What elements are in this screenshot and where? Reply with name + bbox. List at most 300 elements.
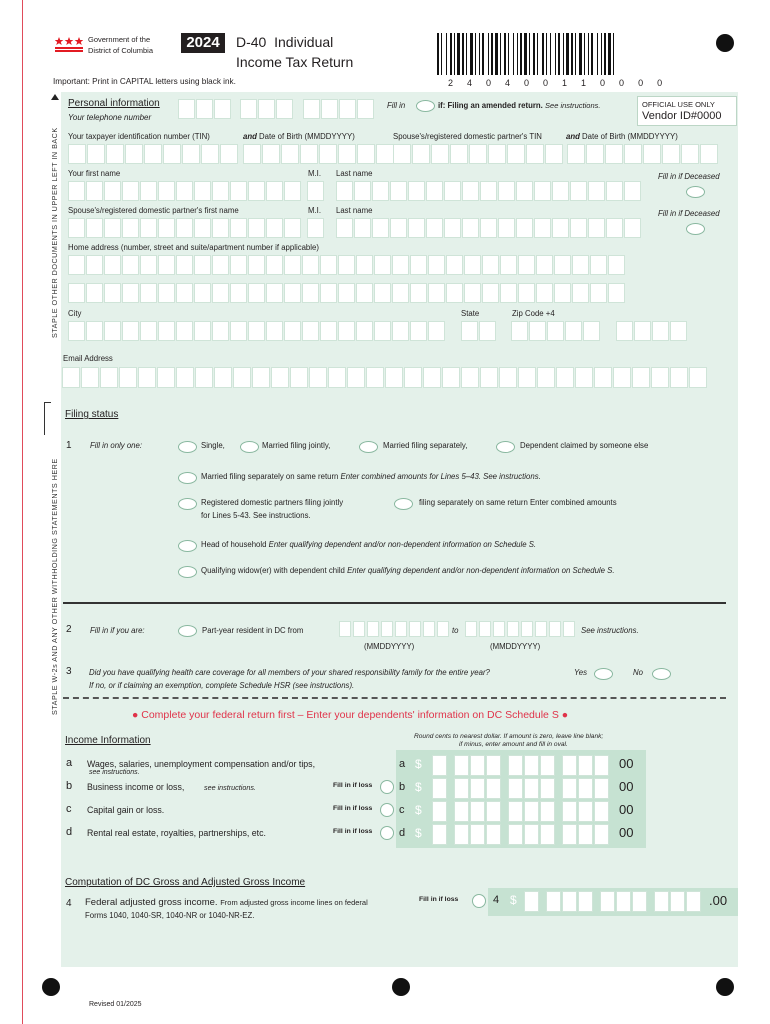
state-box[interactable] [479, 321, 496, 341]
address-box[interactable] [374, 283, 391, 303]
amount-digit-box[interactable] [486, 824, 501, 845]
zip-box[interactable] [547, 321, 564, 341]
first-name-box[interactable] [86, 181, 103, 201]
spouse-first-box[interactable] [68, 218, 85, 238]
spouse-dob-digit-box[interactable] [586, 144, 604, 164]
tin-digit-box[interactable] [201, 144, 219, 164]
city-box[interactable] [230, 321, 247, 341]
address-box[interactable] [392, 255, 409, 275]
city-box[interactable] [320, 321, 337, 341]
address-box[interactable] [104, 255, 121, 275]
amount-digit-box[interactable] [594, 824, 609, 845]
spouse-tin-digit-box[interactable] [526, 144, 544, 164]
address-box[interactable] [230, 283, 247, 303]
spouse-first-box[interactable] [194, 218, 211, 238]
amount-digit-box[interactable] [486, 755, 501, 776]
last-name-box[interactable] [534, 181, 551, 201]
amount-digit-box[interactable] [562, 824, 577, 845]
address-box[interactable] [320, 255, 337, 275]
email-char-box[interactable] [62, 367, 80, 388]
email-char-box[interactable] [290, 367, 308, 388]
to-date-digit[interactable] [535, 621, 547, 637]
spouse-tin-digit-box[interactable] [507, 144, 525, 164]
amended-oval[interactable] [416, 100, 435, 112]
zip4-box[interactable] [616, 321, 633, 341]
city-box[interactable] [194, 321, 211, 341]
email-char-box[interactable] [499, 367, 517, 388]
spouse-tin-digit-box[interactable] [393, 144, 411, 164]
first-name-box[interactable] [212, 181, 229, 201]
city-box[interactable] [86, 321, 103, 341]
amount-digit-box[interactable] [594, 801, 609, 822]
spouse-last-box[interactable] [606, 218, 623, 238]
last-name-box[interactable] [462, 181, 479, 201]
address-box[interactable] [140, 255, 157, 275]
last-name-box[interactable] [444, 181, 461, 201]
spouse-first-box[interactable] [284, 218, 301, 238]
phone-digit-box[interactable] [357, 99, 374, 119]
spouse-tin-digit-box[interactable] [488, 144, 506, 164]
spouse-last-box[interactable] [480, 218, 497, 238]
part-year-oval[interactable] [178, 625, 197, 637]
hoh-oval[interactable] [178, 540, 197, 552]
address-box[interactable] [302, 255, 319, 275]
dob-digit-box[interactable] [281, 144, 299, 164]
zip4-box[interactable] [634, 321, 651, 341]
spouse-dob-digit-box[interactable] [643, 144, 661, 164]
zip-box[interactable] [565, 321, 582, 341]
email-char-box[interactable] [689, 367, 707, 388]
address-box[interactable] [608, 283, 625, 303]
city-box[interactable] [212, 321, 229, 341]
address-box[interactable] [392, 283, 409, 303]
to-date-digit[interactable] [563, 621, 575, 637]
dob-digit-box[interactable] [338, 144, 356, 164]
spouse-dob-digit-box[interactable] [681, 144, 699, 164]
email-char-box[interactable] [537, 367, 555, 388]
amount-digit-box[interactable] [524, 801, 539, 822]
spouse-first-box[interactable] [266, 218, 283, 238]
line4-digit-box[interactable] [578, 891, 593, 912]
email-char-box[interactable] [423, 367, 441, 388]
email-char-box[interactable] [480, 367, 498, 388]
loss-oval[interactable] [380, 780, 394, 794]
email-char-box[interactable] [271, 367, 289, 388]
address-box[interactable] [122, 255, 139, 275]
city-box[interactable] [248, 321, 265, 341]
last-name-box[interactable] [372, 181, 389, 201]
email-char-box[interactable] [233, 367, 251, 388]
amount-digit-box[interactable] [508, 755, 523, 776]
address-box[interactable] [428, 283, 445, 303]
address-box[interactable] [608, 255, 625, 275]
spouse-first-box[interactable] [86, 218, 103, 238]
email-char-box[interactable] [613, 367, 631, 388]
to-date-digit[interactable] [507, 621, 519, 637]
line4-digit-box[interactable] [654, 891, 669, 912]
spouse-last-box[interactable] [336, 218, 353, 238]
from-date-digit[interactable] [423, 621, 435, 637]
from-date-digit[interactable] [395, 621, 407, 637]
last-name-box[interactable] [624, 181, 641, 201]
to-date-digit[interactable] [465, 621, 477, 637]
email-char-box[interactable] [404, 367, 422, 388]
last-name-box[interactable] [588, 181, 605, 201]
phone-digit-box[interactable] [258, 99, 275, 119]
address-box[interactable] [194, 283, 211, 303]
address-box[interactable] [518, 283, 535, 303]
city-box[interactable] [338, 321, 355, 341]
address-box[interactable] [554, 255, 571, 275]
email-char-box[interactable] [100, 367, 118, 388]
amount-digit-box[interactable] [470, 801, 485, 822]
first-name-box[interactable] [104, 181, 121, 201]
spouse-tin-digit-box[interactable] [412, 144, 430, 164]
from-date-digit[interactable] [437, 621, 449, 637]
email-char-box[interactable] [214, 367, 232, 388]
city-box[interactable] [374, 321, 391, 341]
from-date-digit[interactable] [409, 621, 421, 637]
spouse-deceased-oval[interactable] [686, 223, 705, 235]
amount-digit-box[interactable] [454, 801, 469, 822]
rdp-jointly-oval[interactable] [178, 498, 197, 510]
tin-digit-box[interactable] [106, 144, 124, 164]
first-name-box[interactable] [248, 181, 265, 201]
amount-digit-box[interactable] [540, 801, 555, 822]
amount-digit-box[interactable] [432, 778, 447, 799]
spouse-last-box[interactable] [498, 218, 515, 238]
city-box[interactable] [68, 321, 85, 341]
spouse-last-box[interactable] [408, 218, 425, 238]
address-box[interactable] [266, 283, 283, 303]
spouse-first-box[interactable] [158, 218, 175, 238]
address-box[interactable] [266, 255, 283, 275]
address-box[interactable] [590, 283, 607, 303]
amount-digit-box[interactable] [524, 778, 539, 799]
address-box[interactable] [482, 283, 499, 303]
address-box[interactable] [212, 283, 229, 303]
address-box[interactable] [518, 255, 535, 275]
address-box[interactable] [158, 283, 175, 303]
address-box[interactable] [230, 255, 247, 275]
spouse-last-box[interactable] [588, 218, 605, 238]
address-box[interactable] [464, 283, 481, 303]
spouse-first-box[interactable] [140, 218, 157, 238]
dob-digit-box[interactable] [262, 144, 280, 164]
amount-digit-box[interactable] [470, 824, 485, 845]
city-box[interactable] [392, 321, 409, 341]
qw-oval[interactable] [178, 566, 197, 578]
line4-digit-box[interactable] [632, 891, 647, 912]
email-char-box[interactable] [632, 367, 650, 388]
address-box[interactable] [194, 255, 211, 275]
email-char-box[interactable] [518, 367, 536, 388]
amount-digit-box[interactable] [578, 755, 593, 776]
tin-digit-box[interactable] [87, 144, 105, 164]
from-date-digit[interactable] [353, 621, 365, 637]
rdp-separately-oval[interactable] [394, 498, 413, 510]
coverage-yes-oval[interactable] [594, 668, 613, 680]
address-box[interactable] [320, 283, 337, 303]
amount-digit-box[interactable] [578, 824, 593, 845]
last-name-box[interactable] [498, 181, 515, 201]
address-box[interactable] [176, 283, 193, 303]
amount-digit-box[interactable] [486, 778, 501, 799]
email-char-box[interactable] [157, 367, 175, 388]
tin-digit-box[interactable] [220, 144, 238, 164]
email-char-box[interactable] [651, 367, 669, 388]
spouse-dob-digit-box[interactable] [624, 144, 642, 164]
first-name-box[interactable] [122, 181, 139, 201]
city-box[interactable] [266, 321, 283, 341]
address-box[interactable] [428, 255, 445, 275]
address-box[interactable] [140, 283, 157, 303]
spouse-last-box[interactable] [426, 218, 443, 238]
line4-digit-box[interactable] [670, 891, 685, 912]
spouse-last-box[interactable] [354, 218, 371, 238]
tin-digit-box[interactable] [125, 144, 143, 164]
address-box[interactable] [374, 255, 391, 275]
address-box[interactable] [536, 255, 553, 275]
city-box[interactable] [302, 321, 319, 341]
spouse-last-box[interactable] [534, 218, 551, 238]
address-box[interactable] [104, 283, 121, 303]
spouse-first-box[interactable] [212, 218, 229, 238]
mfs-same-oval[interactable] [178, 472, 197, 484]
mi-box[interactable] [307, 181, 324, 201]
address-box[interactable] [338, 255, 355, 275]
to-date-digit[interactable] [549, 621, 561, 637]
address-box[interactable] [446, 283, 463, 303]
email-char-box[interactable] [309, 367, 327, 388]
to-date-digit[interactable] [521, 621, 533, 637]
first-name-box[interactable] [140, 181, 157, 201]
email-char-box[interactable] [366, 367, 384, 388]
email-char-box[interactable] [328, 367, 346, 388]
spouse-tin-digit-box[interactable] [469, 144, 487, 164]
amount-digit-box[interactable] [562, 755, 577, 776]
amount-digit-box[interactable] [508, 801, 523, 822]
address-box[interactable] [302, 283, 319, 303]
last-name-box[interactable] [426, 181, 443, 201]
spouse-last-box[interactable] [444, 218, 461, 238]
amount-digit-box[interactable] [578, 801, 593, 822]
address-box[interactable] [86, 255, 103, 275]
amount-digit-box[interactable] [470, 755, 485, 776]
spouse-dob-digit-box[interactable] [700, 144, 718, 164]
last-name-box[interactable] [408, 181, 425, 201]
address-box[interactable] [410, 283, 427, 303]
spouse-last-box[interactable] [462, 218, 479, 238]
city-box[interactable] [140, 321, 157, 341]
zip4-box[interactable] [670, 321, 687, 341]
amount-digit-box[interactable] [432, 801, 447, 822]
last-name-box[interactable] [516, 181, 533, 201]
first-name-box[interactable] [158, 181, 175, 201]
spouse-tin-digit-box[interactable] [450, 144, 468, 164]
email-char-box[interactable] [252, 367, 270, 388]
address-box[interactable] [554, 283, 571, 303]
from-date-digit[interactable] [367, 621, 379, 637]
loss-oval[interactable] [380, 803, 394, 817]
phone-digit-box[interactable] [178, 99, 195, 119]
spouse-dob-digit-box[interactable] [567, 144, 585, 164]
address-box[interactable] [338, 283, 355, 303]
mfj-oval[interactable] [240, 441, 259, 453]
address-box[interactable] [446, 255, 463, 275]
last-name-box[interactable] [570, 181, 587, 201]
address-box[interactable] [572, 255, 589, 275]
line4-digit-box[interactable] [524, 891, 539, 912]
address-box[interactable] [68, 255, 85, 275]
address-box[interactable] [68, 283, 85, 303]
phone-digit-box[interactable] [303, 99, 320, 119]
address-box[interactable] [464, 255, 481, 275]
line4-digit-box[interactable] [562, 891, 577, 912]
single-oval[interactable] [178, 441, 197, 453]
amount-digit-box[interactable] [486, 801, 501, 822]
amount-digit-box[interactable] [540, 755, 555, 776]
email-char-box[interactable] [81, 367, 99, 388]
email-char-box[interactable] [347, 367, 365, 388]
email-char-box[interactable] [442, 367, 460, 388]
city-box[interactable] [410, 321, 427, 341]
amount-digit-box[interactable] [454, 778, 469, 799]
last-name-box[interactable] [480, 181, 497, 201]
address-box[interactable] [122, 283, 139, 303]
spouse-first-box[interactable] [230, 218, 247, 238]
spouse-last-box[interactable] [552, 218, 569, 238]
amount-digit-box[interactable] [594, 755, 609, 776]
line4-digit-box[interactable] [616, 891, 631, 912]
spouse-first-box[interactable] [104, 218, 121, 238]
address-box[interactable] [176, 255, 193, 275]
first-name-box[interactable] [284, 181, 301, 201]
last-name-box[interactable] [336, 181, 353, 201]
phone-digit-box[interactable] [240, 99, 257, 119]
address-box[interactable] [536, 283, 553, 303]
spouse-last-box[interactable] [390, 218, 407, 238]
amount-digit-box[interactable] [594, 778, 609, 799]
phone-digit-box[interactable] [276, 99, 293, 119]
line4-digit-box[interactable] [600, 891, 615, 912]
amount-digit-box[interactable] [540, 824, 555, 845]
amount-digit-box[interactable] [562, 801, 577, 822]
address-box[interactable] [284, 283, 301, 303]
from-date-digit[interactable] [339, 621, 351, 637]
spouse-last-box[interactable] [624, 218, 641, 238]
address-box[interactable] [86, 283, 103, 303]
spouse-first-box[interactable] [248, 218, 265, 238]
city-box[interactable] [158, 321, 175, 341]
amount-digit-box[interactable] [524, 755, 539, 776]
to-date-digit[interactable] [479, 621, 491, 637]
email-char-box[interactable] [461, 367, 479, 388]
dob-digit-box[interactable] [300, 144, 318, 164]
zip-box[interactable] [511, 321, 528, 341]
dob-digit-box[interactable] [243, 144, 261, 164]
email-char-box[interactable] [594, 367, 612, 388]
dob-digit-box[interactable] [376, 144, 394, 164]
last-name-box[interactable] [606, 181, 623, 201]
phone-digit-box[interactable] [321, 99, 338, 119]
amount-digit-box[interactable] [508, 824, 523, 845]
address-box[interactable] [500, 255, 517, 275]
amount-digit-box[interactable] [508, 778, 523, 799]
city-box[interactable] [104, 321, 121, 341]
from-date-digit[interactable] [381, 621, 393, 637]
address-box[interactable] [158, 255, 175, 275]
spouse-last-box[interactable] [516, 218, 533, 238]
spouse-dob-digit-box[interactable] [662, 144, 680, 164]
address-box[interactable] [212, 255, 229, 275]
email-char-box[interactable] [195, 367, 213, 388]
zip-box[interactable] [583, 321, 600, 341]
address-box[interactable] [410, 255, 427, 275]
loss-oval[interactable] [380, 826, 394, 840]
last-name-box[interactable] [390, 181, 407, 201]
state-box[interactable] [461, 321, 478, 341]
to-date-digit[interactable] [493, 621, 505, 637]
address-box[interactable] [500, 283, 517, 303]
amount-digit-box[interactable] [562, 778, 577, 799]
city-box[interactable] [284, 321, 301, 341]
dependent-oval[interactable] [496, 441, 515, 453]
first-name-box[interactable] [68, 181, 85, 201]
city-box[interactable] [428, 321, 445, 341]
coverage-no-oval[interactable] [652, 668, 671, 680]
amount-digit-box[interactable] [578, 778, 593, 799]
amount-digit-box[interactable] [540, 778, 555, 799]
tin-digit-box[interactable] [163, 144, 181, 164]
last-name-box[interactable] [552, 181, 569, 201]
email-char-box[interactable] [176, 367, 194, 388]
tin-digit-box[interactable] [182, 144, 200, 164]
tin-digit-box[interactable] [68, 144, 86, 164]
address-box[interactable] [248, 283, 265, 303]
amount-digit-box[interactable] [524, 824, 539, 845]
first-name-box[interactable] [230, 181, 247, 201]
zip-box[interactable] [529, 321, 546, 341]
spouse-tin-digit-box[interactable] [431, 144, 449, 164]
zip4-box[interactable] [652, 321, 669, 341]
amount-digit-box[interactable] [432, 824, 447, 845]
spouse-dob-digit-box[interactable] [605, 144, 623, 164]
spouse-mi-box[interactable] [307, 218, 324, 238]
dob-digit-box[interactable] [357, 144, 375, 164]
line4-digit-box[interactable] [686, 891, 701, 912]
email-char-box[interactable] [138, 367, 156, 388]
phone-digit-box[interactable] [214, 99, 231, 119]
spouse-last-box[interactable] [372, 218, 389, 238]
first-name-box[interactable] [266, 181, 283, 201]
email-char-box[interactable] [575, 367, 593, 388]
mfs-oval[interactable] [359, 441, 378, 453]
dob-digit-box[interactable] [319, 144, 337, 164]
last-name-box[interactable] [354, 181, 371, 201]
deceased-oval[interactable] [686, 186, 705, 198]
email-char-box[interactable] [670, 367, 688, 388]
email-char-box[interactable] [385, 367, 403, 388]
email-char-box[interactable] [556, 367, 574, 388]
address-box[interactable] [356, 255, 373, 275]
amount-digit-box[interactable] [454, 755, 469, 776]
tin-digit-box[interactable] [144, 144, 162, 164]
amount-digit-box[interactable] [432, 755, 447, 776]
line4-digit-box[interactable] [546, 891, 561, 912]
address-box[interactable] [356, 283, 373, 303]
email-char-box[interactable] [119, 367, 137, 388]
